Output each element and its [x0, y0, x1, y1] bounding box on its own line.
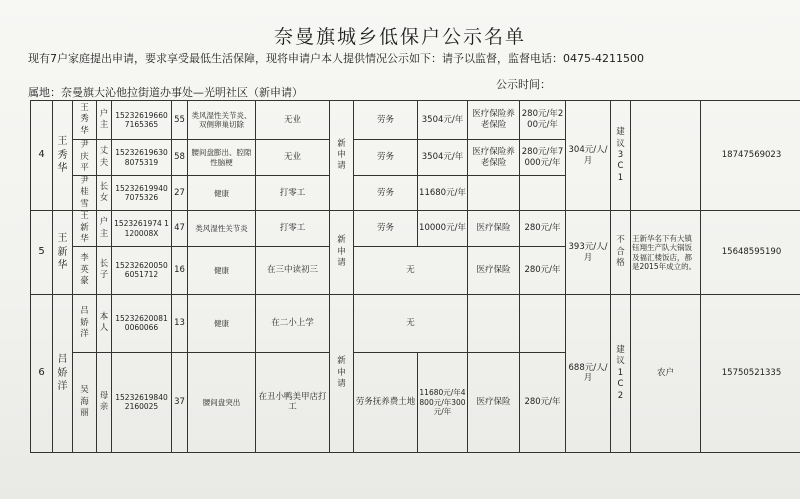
member-insurance-amount: [520, 294, 566, 352]
member-name: 王秀华: [73, 101, 97, 140]
seq-cell: 4: [31, 101, 53, 211]
seq-cell: 6: [31, 294, 53, 452]
member-id: 152326199407075326: [112, 176, 172, 211]
member-occupation: 在丑小鸭美甲店打工: [256, 352, 330, 452]
notice-text: 现有7户家庭提出申请，要求享受最低生活保障，现将申请户本人提供情况公示如下：请予以监督，监督电话：0475-4211500: [28, 52, 644, 65]
member-income-type: 劳务: [354, 140, 418, 176]
member-health: 腰间盘突出: [188, 352, 256, 452]
member-id: 152326200810060066: [112, 294, 172, 352]
phone-cell: 18747569023: [701, 101, 800, 211]
member-insurance-amount: 280元/年: [520, 246, 566, 294]
member-health: 类风湿性关节炎: [188, 211, 256, 246]
table-row: [31, 211, 800, 246]
applicant-cell: 王秀华: [53, 101, 73, 211]
suggestion-cell: 建议3C1: [611, 101, 631, 211]
member-income-type: 无: [354, 294, 468, 352]
member-insurance-amount: 280元/年7000元/年: [520, 140, 566, 176]
table-row: [31, 294, 800, 352]
member-relation: 户主: [97, 211, 112, 246]
member-income-type: 劳务: [354, 176, 418, 211]
announce-time-label: 公示时间：: [496, 78, 551, 91]
member-income: 3504元/年: [418, 140, 468, 176]
member-insurance: 医疗保险养老保险: [468, 140, 520, 176]
member-health: 腰间盘膨出、腔隙性脑梗: [188, 140, 256, 176]
remark-cell: 王新华名下有大镇钰翔生产队大锅饭及福汇楼饭店，都是2015年成立的。: [631, 211, 701, 294]
member-id: 152326196308075319: [112, 140, 172, 176]
member-health: 健康: [188, 294, 256, 352]
member-relation: 户主: [97, 101, 112, 140]
member-occupation: 在三中读初三: [256, 246, 330, 294]
status-cell: 新申请: [330, 101, 354, 211]
member-name: 王新华: [73, 211, 97, 246]
member-income-type: 劳务: [354, 101, 418, 140]
member-health: 健康: [188, 246, 256, 294]
member-name: 吕娇洋: [73, 294, 97, 352]
member-age: 58: [172, 140, 188, 176]
member-id: 152326196607165365: [112, 101, 172, 140]
member-income: 3504元/年: [418, 101, 468, 140]
member-relation: 丈夫: [97, 140, 112, 176]
phone-cell: 15750521335: [701, 294, 800, 452]
member-health: 类风湿性关节炎、双侧卵巢切除: [188, 101, 256, 140]
member-insurance: 医疗保险: [468, 352, 520, 452]
status-cell: 新申请: [330, 211, 354, 294]
member-relation: 长子: [97, 246, 112, 294]
member-insurance: 医疗保险养老保险: [468, 101, 520, 140]
standard-cell: 688元/人/月: [566, 294, 611, 452]
member-insurance: 医疗保险: [468, 211, 520, 246]
member-occupation: 在二小上学: [256, 294, 330, 352]
member-insurance-amount: 280元/年: [520, 352, 566, 452]
member-health: 健康: [188, 176, 256, 211]
member-occupation: 打零工: [256, 211, 330, 246]
member-relation: 本人: [97, 294, 112, 352]
document-title: 奈曼旗城乡低保户公示名单: [273, 26, 526, 48]
member-age: 13: [172, 294, 188, 352]
member-occupation: 打零工: [256, 176, 330, 211]
member-age: 16: [172, 246, 188, 294]
member-name: 尹桂雪: [73, 176, 97, 211]
member-insurance-amount: 280元/年: [520, 211, 566, 246]
standard-cell: 304元/人/月: [566, 101, 611, 211]
member-relation: 长女: [97, 176, 112, 211]
remark-cell: [631, 101, 701, 211]
member-age: 47: [172, 211, 188, 246]
suggestion-cell: 建议1C2: [611, 294, 631, 452]
member-age: 55: [172, 101, 188, 140]
member-age: 37: [172, 352, 188, 452]
member-name: 李英豪: [73, 246, 97, 294]
suggestion-cell: 不合格: [611, 211, 631, 294]
member-income: 11680元/年4800元/年300元/年: [418, 352, 468, 452]
member-income: 11680元/年: [418, 176, 468, 211]
member-insurance-amount: [520, 176, 566, 211]
member-relation: 母亲: [97, 352, 112, 452]
member-insurance-amount: 280元/年200元/年: [520, 101, 566, 140]
member-name: 尹庆平: [73, 140, 97, 176]
member-name: 吴海丽: [73, 352, 97, 452]
remark-cell: 农户: [631, 294, 701, 452]
table-row: [31, 101, 800, 140]
member-occupation: 无业: [256, 101, 330, 140]
roster-table: [30, 100, 800, 453]
member-income-type: 无: [354, 246, 468, 294]
member-id: 152326198402160025: [112, 352, 172, 452]
member-id: 152326200506051712: [112, 246, 172, 294]
member-id: 1523261974 1120008X: [112, 211, 172, 246]
member-insurance: 医疗保险: [468, 246, 520, 294]
member-income-type: 劳务: [354, 211, 418, 246]
status-cell: 新申请: [330, 294, 354, 452]
standard-cell: 393元/人/月: [566, 211, 611, 294]
member-insurance: [468, 294, 520, 352]
member-age: 27: [172, 176, 188, 211]
location-text: 属地：奈曼旗大沁他拉街道办事处—光明社区（新申请）: [28, 86, 303, 99]
applicant-cell: 吕娇洋: [53, 294, 73, 452]
phone-cell: 15648595190: [701, 211, 800, 294]
member-income: 10000元/年: [418, 211, 468, 246]
member-income-type: 劳务抚养费土地: [354, 352, 418, 452]
member-occupation: 无业: [256, 140, 330, 176]
member-insurance: [468, 176, 520, 211]
applicant-cell: 王新华: [53, 211, 73, 294]
seq-cell: 5: [31, 211, 53, 294]
